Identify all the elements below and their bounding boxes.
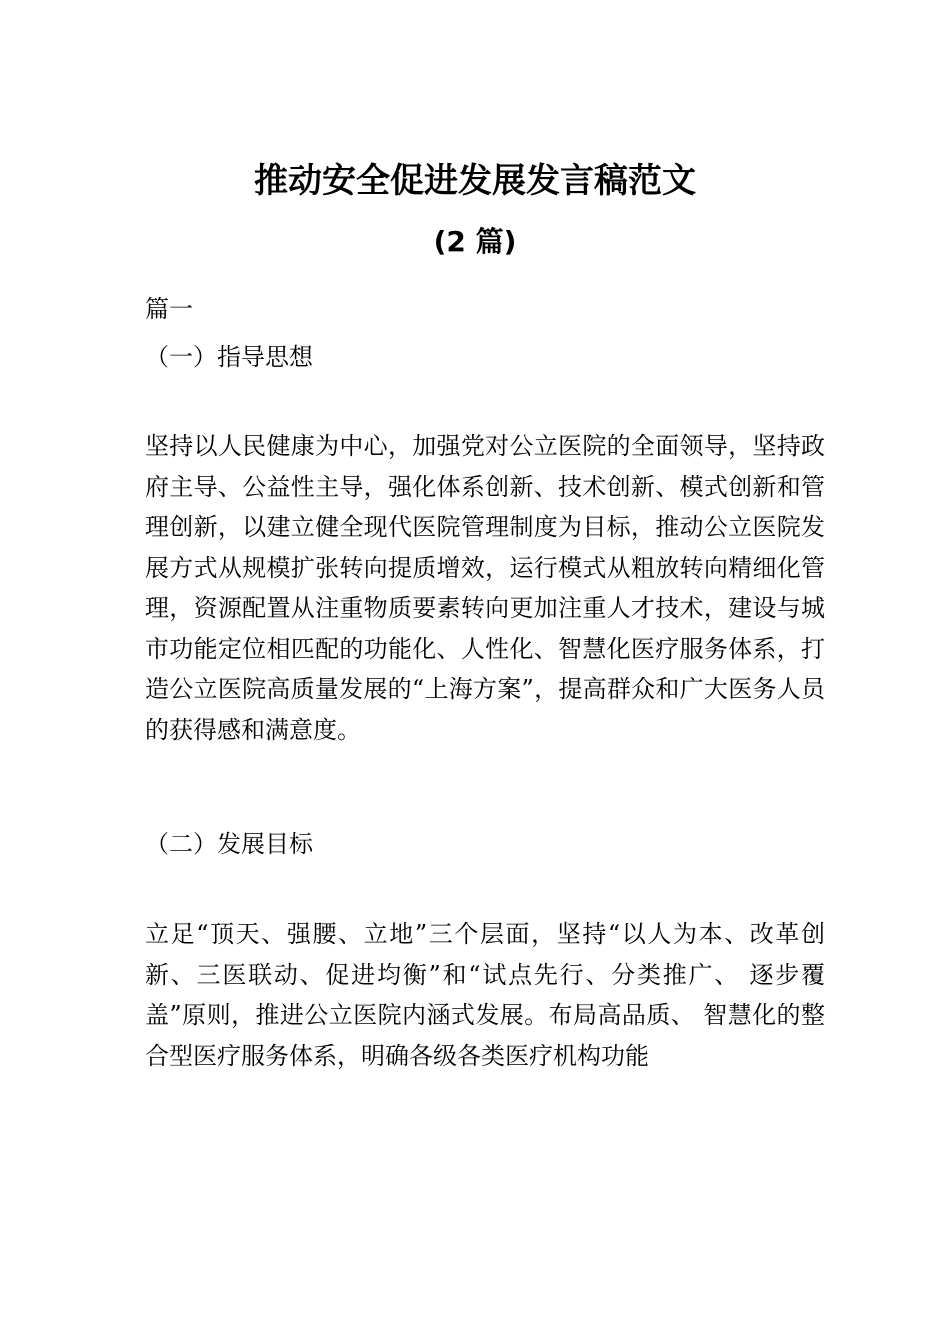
document-title: 推动安全促进发展发言稿范文 <box>254 161 696 201</box>
section-heading-guiding-ideology: （一）指导思想 <box>145 343 313 371</box>
document-subtitle: (2 篇) <box>433 225 517 258</box>
section-heading-development-goals: （二）发展目标 <box>145 830 313 858</box>
section-body-development-goals: 立足“顶天、强腰、立地”三个层面，坚持“以人为本、改革创新、三医联动、促进均衡”和“试点先行、分类推广、 逐步覆盖”原则，推进公立医院内涵式发展。布局高品质、 智慧化的整合型医疗服务体系，明确各级各类医疗机构功能 <box>145 920 825 1070</box>
section-body-guiding-ideology: 坚持以人民健康为中心，加强党对公立医院的全面领导，坚持政府主导、公益性主导，强化体系创新、技术创新、模式创新和管理创新，以建立健全现代医院管理制度为目标，推动公立医院发展方式从规模扩张转向提质增效，运行模式从粗放转向精细化管理，资源配置从注重物质要素转向更加注重人才技术，建设与城市功能定位相匹配的功能化、人性化、智慧化医疗服务体系，打造公立医院高质量发展的“上海方案”，提高群众和广大医务人员的获得感和满意度。 <box>145 432 825 744</box>
part-label: 篇一 <box>145 295 193 323</box>
